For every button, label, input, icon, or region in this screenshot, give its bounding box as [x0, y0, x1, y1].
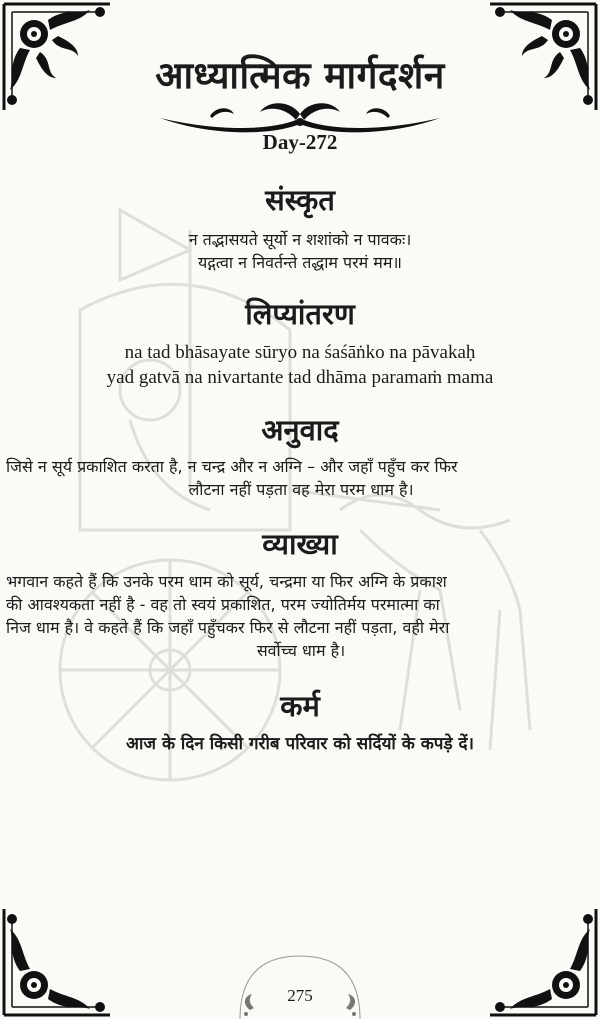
sanskrit-heading: संस्कृत — [265, 183, 335, 217]
explanation-heading: व्याख्या — [262, 527, 338, 561]
sanskrit-line: यद्गत्वा न निवर्तन्ते तद्धाम परमं मम॥ — [197, 253, 403, 272]
explanation-line: सर्वोच्च धाम है। — [256, 641, 346, 660]
translation-line: जिसे न सूर्य प्रकाशित करता है, न चन्द्र और न अग्नि – और जहाँ पहुँच कर फिर — [6, 457, 458, 476]
page-number-ornament-icon — [232, 950, 368, 1019]
explanation-line: भगवान कहते हैं कि उनके परम धाम को सूर्य, चन्द्रमा या फिर अग्नि के प्रकाश — [6, 572, 447, 591]
translation-line: लौटना नहीं पड़ता वह मेरा परम धाम है। — [188, 480, 414, 499]
sanskrit-line: न तद्भासयते सूर्यो न शशांको न पावकः। — [188, 230, 412, 249]
page-number: 275 — [287, 986, 313, 1005]
translation-heading: अनुवाद — [261, 413, 339, 447]
sanskrit-verse — [0, 228, 600, 274]
explanation-line: की आवश्यकता नहीं है - वह तो स्वयं प्रकाशित, परम ज्योतिर्मय परमात्मा का — [6, 595, 440, 614]
day-label: Day-272 — [262, 130, 338, 154]
explanation-line: निज धाम है। वे कहते हैं कि जहाँ पहुँचकर फिर से लौटना नहीं पड़ता, वही मेरा — [6, 618, 450, 637]
transliteration-text — [0, 340, 600, 390]
transliteration-line: na tad bhāsayate sūryo na śaśāṅko na pāvakaḥ — [124, 342, 476, 363]
transliteration-line: yad gatvā na nivartante tad dhāma paramaṁ mama — [106, 367, 494, 388]
page-title: आध्यात्मिक मार्गदर्शन — [155, 54, 445, 97]
karma-heading: कर्म — [280, 689, 320, 723]
transliteration-heading: लिप्यांतरण — [245, 297, 355, 331]
translation-text — [0, 455, 596, 501]
karma-text: आज के दिन किसी गरीब परिवार को सर्दियों के कपड़े दें। — [126, 734, 474, 754]
explanation-text — [0, 570, 596, 662]
